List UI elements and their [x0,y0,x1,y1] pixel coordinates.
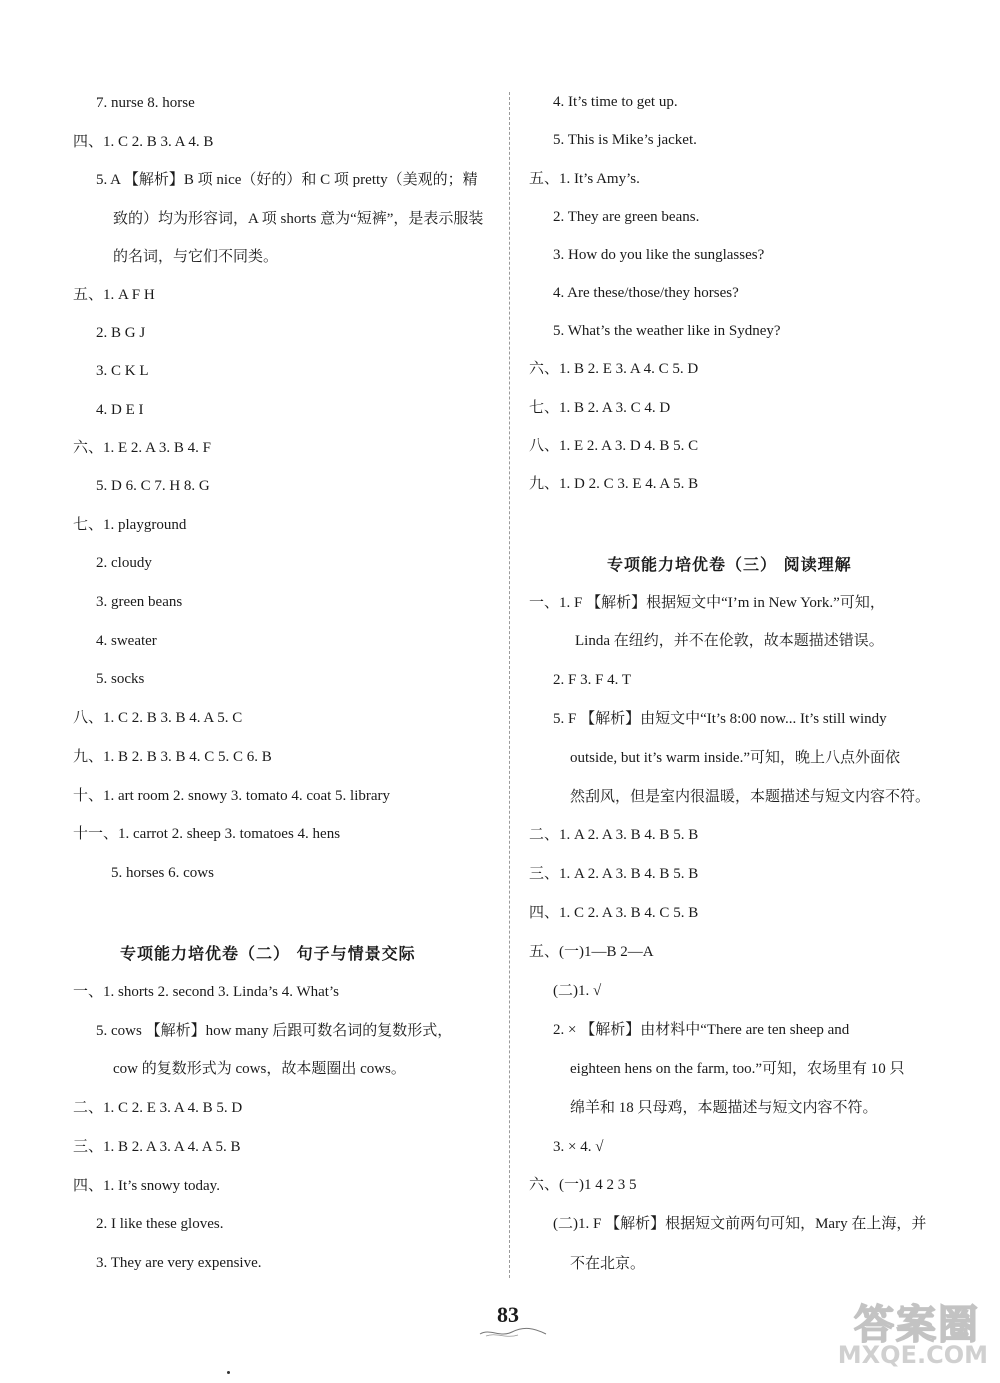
answer-line: 2. B G J [96,325,146,341]
answer-line: 5. cows 【解析】how many 后跟可数名词的复数形式， [96,1023,453,1039]
answer-line: 二、1. A 2. A 3. B 4. B 5. B [529,827,699,843]
answer-line: 4. sweater [96,633,157,649]
answer-line: 5. F 【解析】由短文中“It’s 8:00 now... It’s still windy [553,711,887,727]
answer-line: 七、1. playground [73,517,187,533]
answer-line: 五、(一)1—B 2—A [529,944,654,960]
answer-line: 5. D 6. C 7. H 8. G [96,478,210,494]
answer-line: Linda 在纽约，并不在伦敦，故本题描述错误。 [575,633,884,649]
answer-line: 7. nurse 8. horse [96,95,195,111]
answer-line: outside, but it’s warm inside.”可知，晚上八点外面依 [570,750,900,766]
answer-line: 九、1. D 2. C 3. E 4. A 5. B [529,476,699,492]
answer-line: 三、1. B 2. A 3. A 4. A 5. B [73,1139,241,1155]
answer-line: 四、1. C 2. A 3. B 4. C 5. B [529,905,699,921]
answer-line: 九、1. B 2. B 3. B 4. C 5. C 6. B [73,749,272,765]
answer-line: eighteen hens on the farm, too.”可知，农场里有 10 只 [570,1061,905,1077]
answer-line: 一、1. F 【解析】根据短文中“I’m in New York.”可知， [529,595,885,611]
answer-line: 五、1. A F H [73,287,155,303]
answer-line: 3. They are very expensive. [96,1255,262,1271]
answer-line: 3. C K L [96,363,149,379]
answer-line: 六、1. E 2. A 3. B 4. F [73,440,211,456]
section-title: 专项能力培优卷（三） 阅读理解 [607,555,852,574]
answer-line: 然刮风，但是室内很温暖，本题描述与短文内容不符。 [570,789,931,805]
answer-line: 七、1. B 2. A 3. C 4. D [529,400,671,416]
answer-line: cow 的复数形式为 cows，故本题圈出 cows。 [113,1061,406,1077]
answer-line: 八、1. C 2. B 3. B 4. A 5. C [73,710,243,726]
answer-line: 十、1. art room 2. snowy 3. tomato 4. coat 5. library [73,788,391,804]
answer-line: 六、(一)1 4 2 3 5 [529,1177,637,1193]
answer-line: 4. Are these/those/they horses? [553,285,739,301]
answer-line: 5. What’s the weather like in Sydney? [553,323,781,339]
answer-line: 一、1. shorts 2. second 3. Linda’s 4. What’s [73,984,339,1000]
watermark [808,1293,988,1373]
watermark-url: MXQE.COM [837,1341,988,1369]
answer-line: 四、1. It’s snowy today. [73,1178,220,1194]
answer-line: 5. A 【解析】B 项 nice（好的）和 C 项 pretty（美观的；精 [96,172,478,188]
answer-line: 二、1. C 2. E 3. A 4. B 5. D [73,1100,243,1116]
answer-line: 2. cloudy [96,555,152,571]
stray-dot [227,1371,230,1374]
answer-line: (二)1. √ [553,983,602,999]
column-divider [509,92,511,1278]
section-title: 专项能力培优卷（二） 句子与情景交际 [120,944,416,963]
answer-line: 5. socks [96,671,145,687]
answer-line: 2. I like these gloves. [96,1216,224,1232]
answer-line: 5. horses 6. cows [111,865,214,881]
answer-line: 六、1. B 2. E 3. A 4. C 5. D [529,361,699,377]
answer-line: 2. × 【解析】由材料中“There are ten sheep and [553,1022,850,1038]
answer-line: 致的）均为形容词，A 项 shorts 意为“短裤”，是表示服装 [113,211,484,227]
watermark-logo: 答案圈 [854,1302,980,1348]
answer-line: 八、1. E 2. A 3. D 4. B 5. C [529,438,699,454]
answer-line: 3. × 4. √ [553,1139,604,1155]
answer-line: 四、1. C 2. B 3. A 4. B [73,134,214,150]
answer-line: 绵羊和 18 只母鸡，本题描述与短文内容不符。 [570,1100,878,1116]
answer-line: 2. F 3. F 4. T [553,672,632,688]
answer-line: 3. green beans [96,594,183,610]
answer-line: 三、1. A 2. A 3. B 4. B 5. B [529,866,699,882]
answer-line: 4. D E I [96,402,144,418]
page-number: 83 [497,1302,519,1327]
answer-line: 2. They are green beans. [553,209,700,225]
answer-line: 的名词，与它们不同类。 [113,249,279,265]
answer-line: 十一、1. carrot 2. sheep 3. tomatoes 4. hens [73,826,341,842]
answer-line: 4. It’s time to get up. [553,94,678,110]
answer-line: 五、1. It’s Amy’s. [529,171,640,187]
wave-ornament-icon [478,1326,548,1338]
answer-line: 3. How do you like the sunglasses? [553,247,765,263]
answer-line: 不在北京。 [570,1256,646,1272]
answer-line: 5. This is Mike’s jacket. [553,132,697,148]
answer-line: (二)1. F 【解析】根据短文前两句可知，Mary 在上海，并 [553,1216,927,1232]
